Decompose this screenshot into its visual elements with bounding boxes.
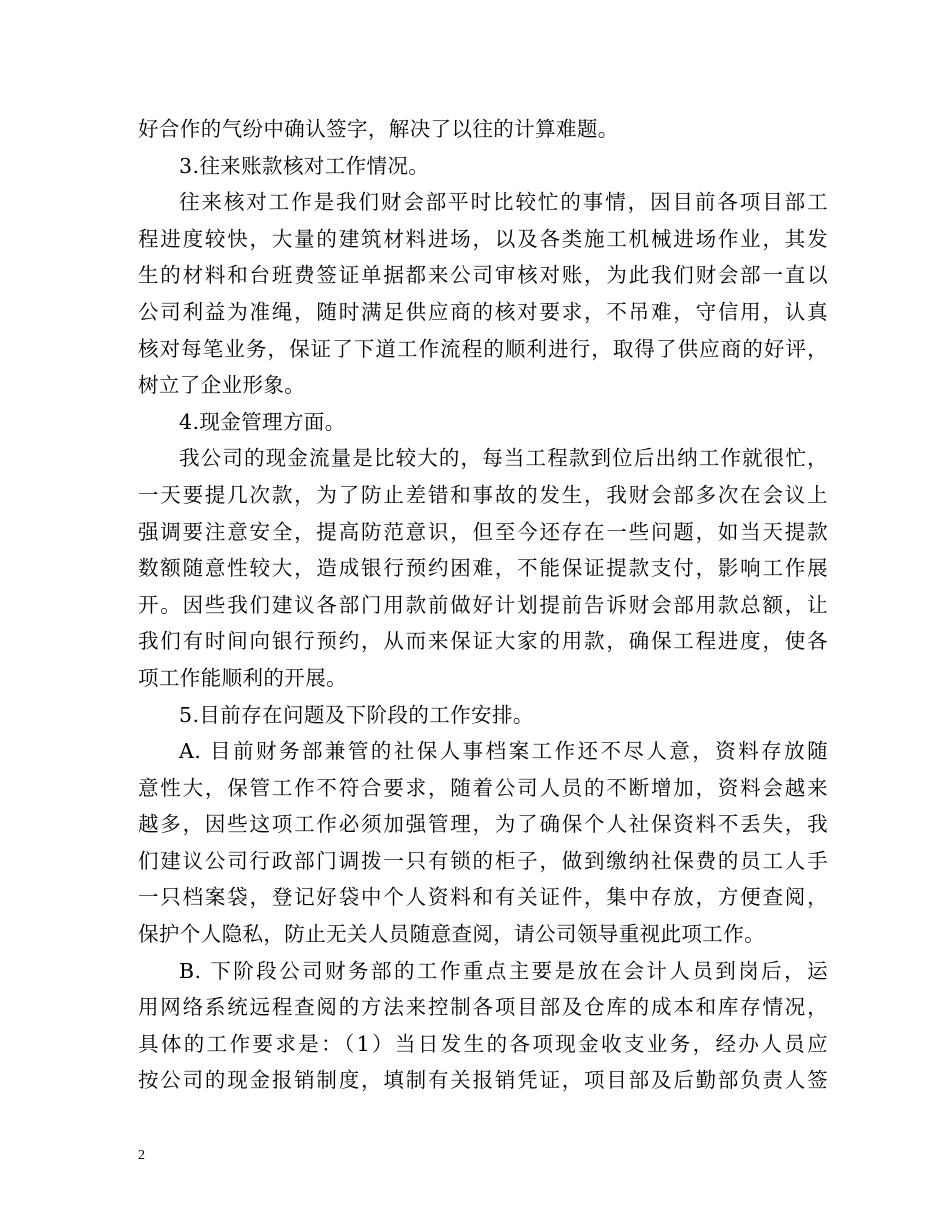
paragraph-line: 我公司的现金流量是比较大的，每当工程款到位后出纳工作就很忙， [179,446,828,471]
paragraph-line: 项工作能顺利的开展。 [138,665,347,690]
paragraph-line: 具体的工作要求是：（1）当日发生的各项现金收支业务，经办人员应 [138,1031,828,1056]
paragraph-line: 往来核对工作是我们财会部平时比较忙的事情，因目前各项目部工 [179,190,828,215]
paragraph-line: 好合作的气纷中确认签字，解决了以往的计算难题。 [138,117,619,141]
paragraph-line: 强调要注意安全，提高防范意识，但至今还存在一些问题，如当天提款 [138,519,828,544]
section-heading: 4.现金管理方面。 [179,409,346,434]
document-body [138,111,828,1099]
paragraph-line: 越多，因些这项工作必须加强管理，为了确保个人社保资料不丢失，我 [138,812,828,837]
paragraph-line: 核对每笔业务，保证了下道工作流程的顺利进行，取得了供应商的好评， [138,336,828,361]
paragraph-line: B. 下阶段公司财务部的工作重点主要是放在会计人员到岗后，运 [179,958,828,983]
paragraph-line: 树立了企业形象。 [138,373,306,398]
paragraph-line: 意性大，保管工作不符合要求，随着公司人员的不断增加，资料会越来 [138,775,828,800]
paragraph-line: 们建议公司行政部门调拨一只有锁的柜子，做到缴纳社保费的员工人手 [138,848,828,873]
section-heading: 5.目前存在问题及下阶段的工作安排。 [179,702,534,727]
paragraph-line: 公司利益为准绳，随时满足供应商的核对要求，不吊难，守信用，认真 [138,299,828,324]
paragraph-line: 一只档案袋，登记好袋中个人资料和有关证件，集中存放，方便查阅， [138,885,828,910]
paragraph-line: 开。因些我们建议各部门用款前做好计划提前告诉财会部用款总额，让 [138,592,828,617]
paragraph-line: A. 目前财务部兼管的社保人事档案工作还不尽人意，资料存放随 [179,739,828,764]
paragraph-line: 生的材料和台班费签证单据都来公司审核对账，为此我们财会部一直以 [138,263,828,288]
page-number: 2 [138,1148,145,1163]
paragraph-line: 按公司的现金报销制度，填制有关报销凭证，项目部及后勤部负责人签 [138,1068,828,1093]
paragraph-line: 一天要提几次款，为了防止差错和事故的发生，我财会部多次在会议上 [138,482,828,507]
paragraph-line: 数额随意性较大，造成银行预约困难，不能保证提款支付，影响工作展 [138,556,828,581]
paragraph-line: 程进度较快，大量的建筑材料进场，以及各类施工机械进场作业，其发 [138,226,828,251]
section-heading: 3.往来账款核对工作情况。 [179,153,430,178]
paragraph-line: 保护个人隐私，防止无关人员随意查阅，请公司领导重视此项工作。 [138,922,765,947]
paragraph-line: 我们有时间向银行预约，从而来保证大家的用款，确保工程进度，使各 [138,629,828,654]
paragraph-line: 用网络系统远程查阅的方法来控制各项目部及仓库的成本和库存情况， [138,995,828,1020]
